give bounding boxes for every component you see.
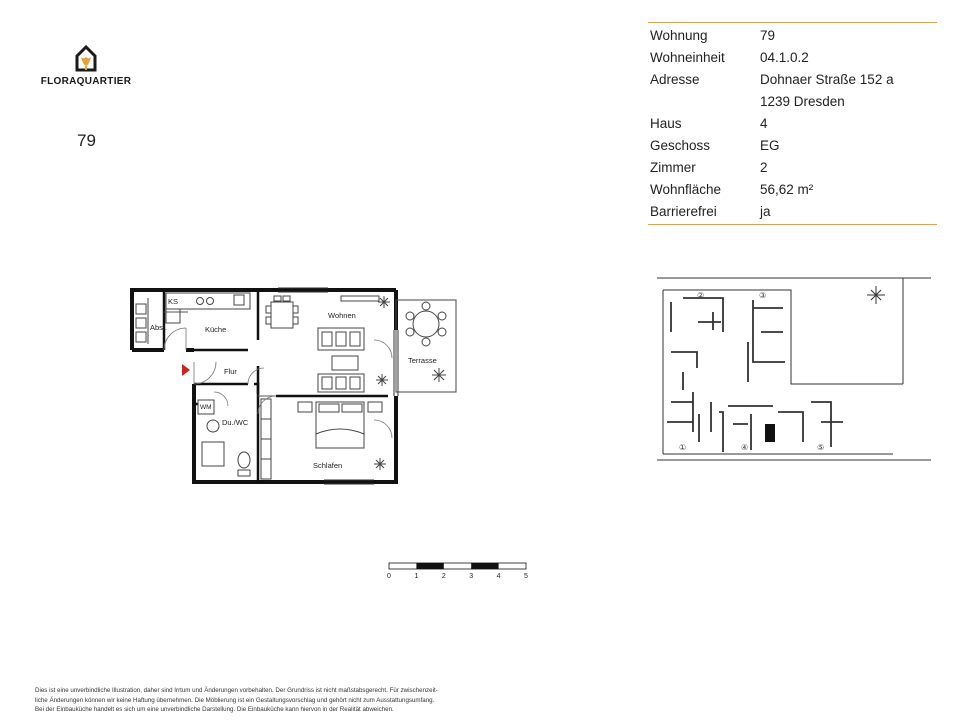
room-label-wohnen: Wohnen	[328, 311, 356, 320]
site-number: ③	[759, 291, 767, 300]
info-label: Wohneinheit	[650, 49, 725, 65]
info-value: Dohnaer Straße 152 a	[760, 71, 894, 87]
info-label: Wohnung	[650, 27, 708, 43]
site-number: ⑤	[817, 443, 825, 452]
info-row	[648, 178, 937, 200]
room-label-duwc: Du./WC	[222, 418, 249, 427]
info-value: ja	[760, 203, 771, 219]
info-label: Barrierefrei	[650, 203, 717, 219]
disclaimer	[35, 686, 505, 715]
info-label: Geschoss	[650, 137, 711, 153]
unit-number: 79	[77, 131, 96, 150]
site-number: ①	[679, 443, 687, 452]
scale-tick: 3	[469, 573, 474, 580]
info-row	[648, 68, 937, 90]
info-label: Adresse	[650, 71, 700, 87]
room-label-wm: WM	[200, 404, 212, 411]
room-label-kueche: Küche	[205, 325, 227, 334]
info-row	[648, 90, 937, 112]
room-label-ks: KS	[168, 297, 179, 306]
info-label: Wohnfläche	[650, 181, 722, 197]
floor-plan	[128, 284, 468, 489]
info-value: 79	[760, 27, 776, 43]
scale-tick: 5	[524, 573, 528, 580]
info-value: 4	[760, 115, 768, 131]
info-row	[648, 112, 937, 134]
disclaimer-line: Dies ist eine unverbindliche Illustration, daher sind Irrtum und Änderungen vorbehalten. Der Grundriss ist nicht maßstabsgerecht. Für zwischenzeit-	[35, 687, 438, 694]
compass-icon	[867, 286, 885, 304]
info-row	[648, 134, 937, 156]
disclaimer-line: liche Änderungen können wir keine Haftung übernehmen. Die Möblierung ist ein Gestaltungsvorschlag und gehört nicht zum Ausstattungsumfang.	[35, 696, 435, 704]
room-label-terrasse: Terrasse	[408, 356, 437, 365]
info-value: 56,62 m²	[760, 181, 814, 197]
scale-tick: 1	[414, 573, 419, 580]
scale-bar	[386, 560, 534, 582]
site-plan	[653, 272, 935, 468]
info-value: 2	[760, 159, 768, 175]
site-number: ②	[697, 291, 705, 300]
scale-tick: 2	[441, 573, 446, 580]
site-number: ④	[741, 443, 749, 452]
house-tulip-logo-icon	[74, 44, 98, 72]
room-label-flur: Flur	[224, 367, 237, 376]
info-label: Haus	[650, 115, 682, 131]
disclaimer-line: Bei der Einbauküche handelt es sich um eine unverbindliche Darstellung. Die Einbauküche kann hiervon in der Realität abweichen.	[35, 706, 394, 713]
info-row	[648, 200, 937, 222]
info-value: EG	[760, 137, 780, 153]
info-value: 1239 Dresden	[760, 93, 845, 109]
room-label-abst: Abst.	[150, 323, 168, 332]
info-row	[648, 24, 937, 46]
scale-tick: 4	[496, 573, 501, 580]
info-row	[648, 46, 937, 68]
info-row	[648, 156, 937, 178]
unit-info-table	[648, 22, 937, 225]
room-label-schlafen: Schlafen	[313, 461, 343, 470]
brand-logo	[40, 44, 132, 94]
brand-name: FLORAQUARTIER	[40, 76, 132, 87]
info-label: Zimmer	[650, 159, 696, 175]
entrance-marker-icon	[182, 364, 190, 376]
scale-tick: 0	[387, 573, 391, 580]
info-value: 04.1.0.2	[760, 49, 809, 65]
